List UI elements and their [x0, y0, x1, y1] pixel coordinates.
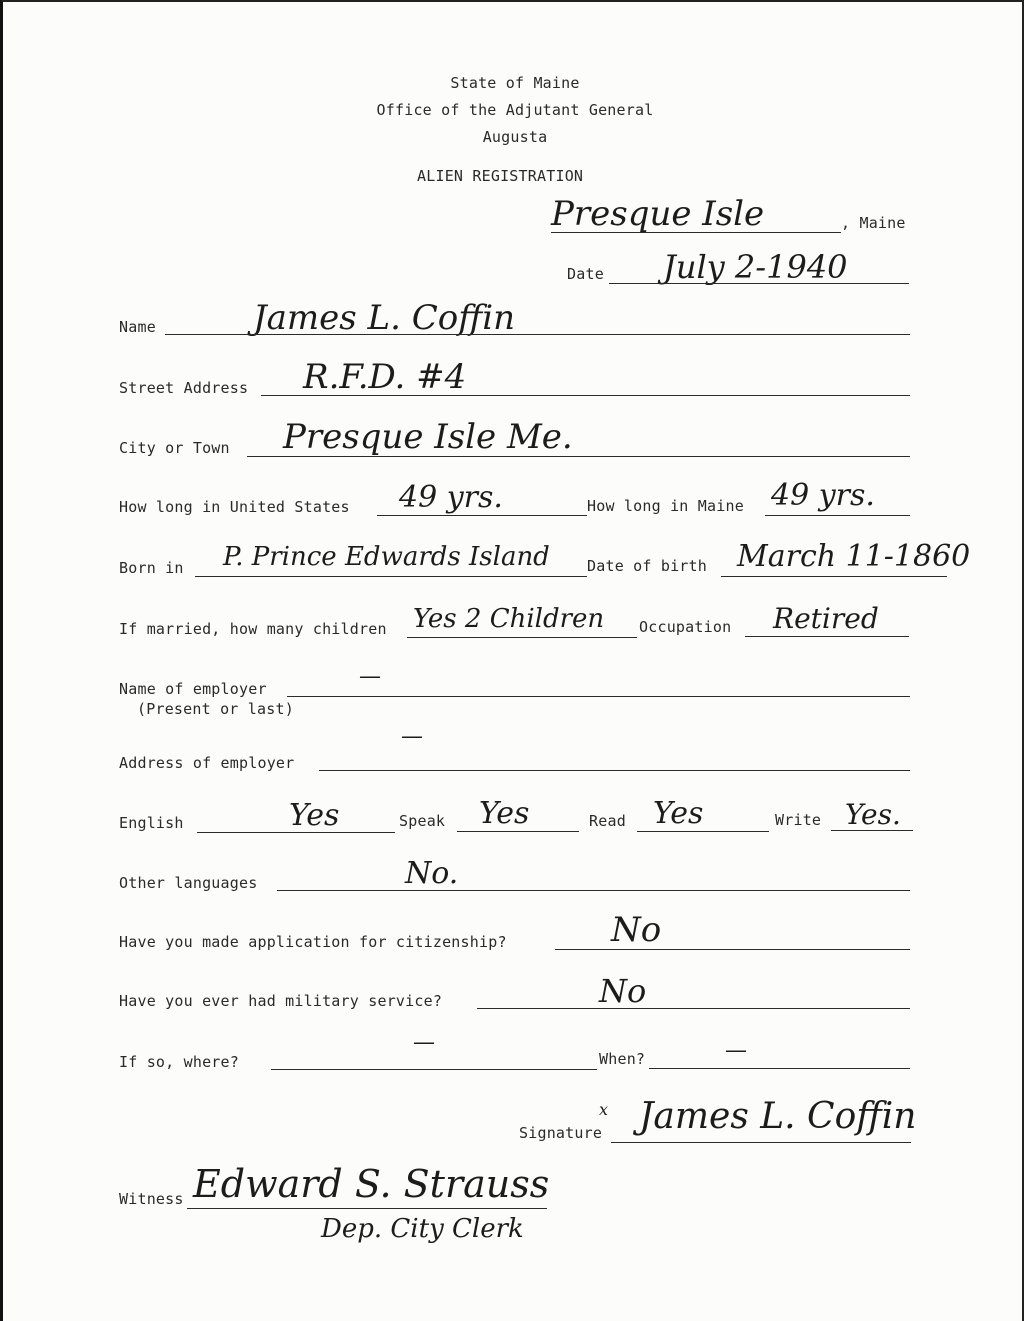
read-line: [637, 831, 769, 832]
city-line: [247, 456, 910, 457]
employer-address-line: [319, 770, 910, 771]
read-label: Read: [589, 812, 626, 830]
name-label: Name: [119, 318, 156, 336]
employer-line: [287, 696, 910, 697]
speak-label: Speak: [399, 812, 446, 830]
military-value: No: [599, 972, 647, 1010]
speak-value: Yes: [479, 796, 530, 831]
employer-address-value: —: [401, 724, 423, 749]
maine-duration-line: [765, 515, 910, 516]
when-value: —: [725, 1038, 747, 1063]
citizenship-value: No: [611, 910, 662, 950]
signature-mark: x: [599, 1100, 609, 1119]
born-label: Born in: [119, 559, 184, 577]
maine-duration-label: How long in Maine: [587, 497, 744, 515]
other-languages-line: [277, 890, 910, 891]
maine-duration-value: 49 yrs.: [771, 478, 875, 513]
street-value: R.F.D. #4: [303, 357, 467, 397]
name-value: James L. Coffin: [253, 298, 516, 338]
street-label: Street Address: [119, 379, 249, 397]
write-label: Write: [775, 811, 822, 829]
city-value: Presque Isle Me.: [283, 417, 573, 457]
english-line: [197, 832, 395, 833]
other-languages-label: Other languages: [119, 874, 258, 892]
where-value: —: [413, 1030, 435, 1055]
write-line: [831, 830, 913, 831]
date-value: July 2-1940: [663, 248, 848, 286]
children-label: If married, how many children: [119, 620, 387, 638]
employer-address-label: Address of employer: [119, 754, 295, 772]
date-label: Date: [567, 265, 604, 283]
born-value: P. Prince Edwards Island: [223, 542, 550, 572]
us-duration-value: 49 yrs.: [399, 480, 503, 515]
witness-value: Edward S. Strauss: [193, 1162, 550, 1206]
children-value: Yes 2 Children: [413, 604, 605, 634]
place-line: [551, 232, 841, 233]
signature-label: Signature: [519, 1124, 603, 1142]
employer-label: Name of employer: [119, 680, 267, 698]
citizenship-line: [555, 949, 910, 950]
military-line: [477, 1008, 910, 1009]
form-title: ALIEN REGISTRATION: [417, 167, 584, 185]
english-label: English: [119, 814, 184, 832]
born-line: [195, 576, 587, 577]
speak-line: [457, 831, 579, 832]
name-line: [165, 334, 910, 335]
place-suffix: , Maine: [841, 214, 906, 232]
where-line: [271, 1069, 597, 1070]
read-value: Yes: [653, 796, 704, 831]
signature-line: [611, 1142, 911, 1143]
occupation-value: Retired: [773, 602, 879, 635]
place-value: Presque Isle: [551, 194, 765, 234]
employer-value: —: [359, 664, 381, 689]
signature-value: James L. Coffin: [639, 1096, 917, 1137]
street-line: [261, 395, 910, 396]
occupation-line: [745, 636, 909, 637]
military-label: Have you ever had military service?: [119, 992, 443, 1010]
witness-line: [187, 1208, 547, 1209]
witness-title: Dep. City Clerk: [321, 1214, 524, 1244]
employer-sublabel: (Present or last): [137, 700, 294, 718]
date-line: [609, 283, 909, 284]
citizenship-label: Have you made application for citizenship?: [119, 933, 507, 951]
english-value: Yes: [289, 798, 340, 833]
dob-line: [721, 576, 947, 577]
when-line: [649, 1068, 910, 1069]
header-city: Augusta: [482, 128, 548, 146]
where-label: If so, where?: [119, 1053, 239, 1071]
header-state: State of Maine: [450, 74, 580, 92]
us-duration-line: [377, 515, 587, 516]
dob-label: Date of birth: [587, 557, 707, 575]
occupation-label: Occupation: [639, 618, 732, 636]
us-duration-label: How long in United States: [119, 498, 350, 516]
witness-label: Witness: [119, 1190, 184, 1208]
other-languages-value: No.: [405, 856, 459, 891]
when-label: When?: [599, 1050, 646, 1068]
dob-value: March 11-1860: [737, 539, 971, 574]
write-value: Yes.: [845, 798, 901, 831]
children-line: [407, 637, 637, 638]
header-office: Office of the Adjutant General: [376, 101, 654, 119]
city-label: City or Town: [119, 439, 230, 457]
